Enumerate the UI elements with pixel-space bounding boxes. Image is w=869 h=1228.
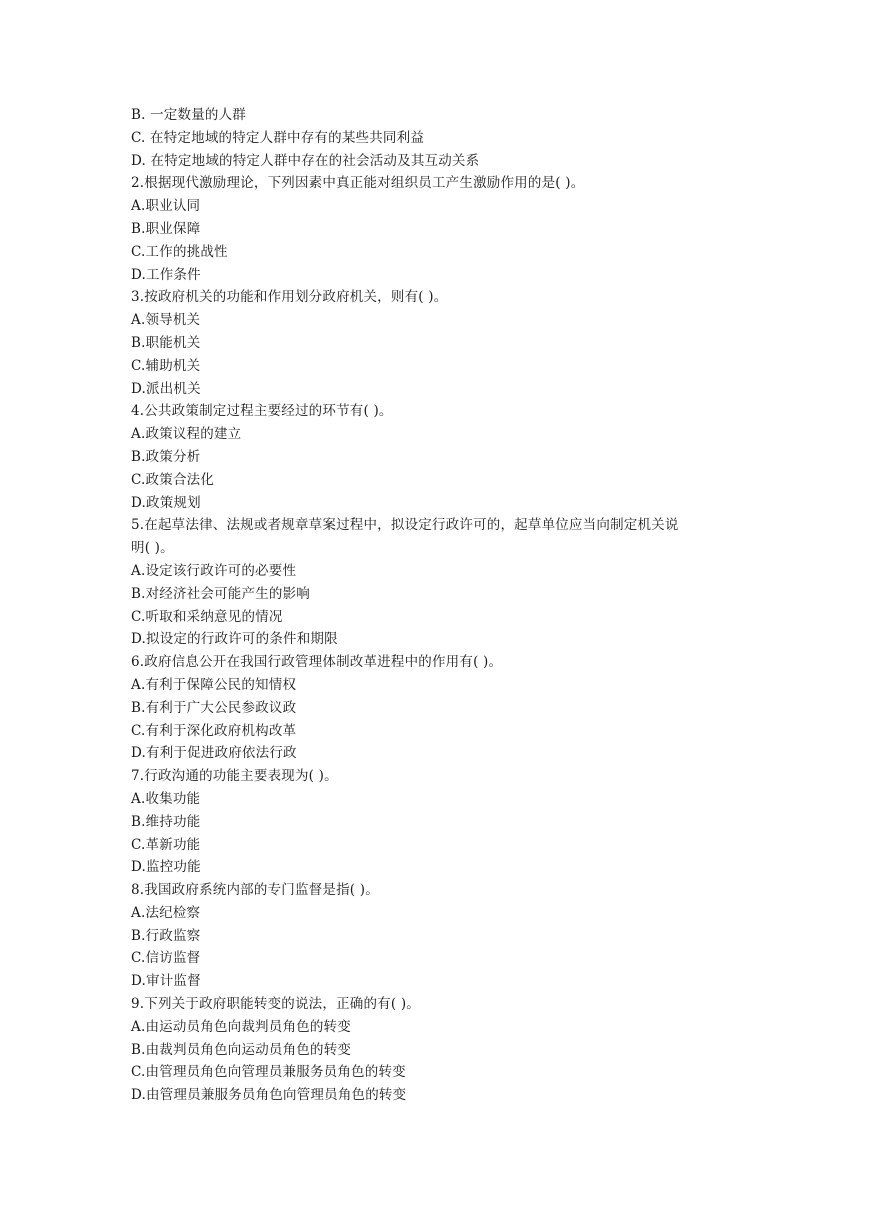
answer-option: B.对经济社会可能产生的影响 <box>131 585 311 602</box>
answer-option: B. 一定数量的人群 <box>131 107 247 123</box>
question-text: 5.在起草法律、法规或者规章草案过程中，拟设定行政许可的，起草单位应当向制定机关说 <box>131 517 679 534</box>
answer-option: A.收集功能 <box>131 790 201 807</box>
answer-option: D. 在特定地域的特定人群中存在的社会活动及其互动关系 <box>131 152 480 169</box>
answer-option: A.法纪检察 <box>131 904 201 921</box>
answer-option: D.派出机关 <box>131 380 201 397</box>
answer-option: A.领导机关 <box>131 312 201 329</box>
answer-option: D.监控功能 <box>131 859 201 876</box>
answer-option: B.维持功能 <box>131 813 201 830</box>
answer-option: A.设定该行政许可的必要性 <box>131 562 297 579</box>
answer-option: 明( )。 <box>131 540 174 557</box>
answer-option: D.由管理员兼服务员角色向管理员角色的转变 <box>131 1087 407 1104</box>
answer-option: C.政策合法化 <box>131 471 215 488</box>
answer-option: B.有利于广大公民参政议政 <box>131 699 297 716</box>
question-text: 9.下列关于政府职能转变的说法，正确的有( )。 <box>131 996 421 1013</box>
answer-option: B.职能机关 <box>131 334 201 351</box>
answer-option: B.行政监察 <box>131 927 201 944</box>
answer-option: A.由运动员角色向裁判员角色的转变 <box>131 1018 351 1035</box>
answer-option: B.职业保障 <box>131 220 201 237</box>
answer-option: B.政策分析 <box>131 448 201 465</box>
question-text: 3.按政府机关的功能和作用划分政府机关，则有( )。 <box>131 289 448 306</box>
answer-option: C.听取和采纳意见的情况 <box>131 608 283 625</box>
question-text: 8.我国政府系统内部的专门监督是指( )。 <box>131 882 379 899</box>
document-body <box>131 104 751 1107</box>
question-text: 4.公共政策制定过程主要经过的环节有( )。 <box>131 403 393 420</box>
question-text: 6.政府信息公开在我国行政管理体制改革进程中的作用有( )。 <box>131 654 503 671</box>
answer-option: C.有利于深化政府机构改革 <box>131 722 297 739</box>
answer-option: C.辅助机关 <box>131 357 201 374</box>
answer-option: D.工作条件 <box>131 266 201 283</box>
answer-option: A.政策议程的建立 <box>131 426 242 443</box>
answer-option: D.审计监督 <box>131 973 201 990</box>
answer-option: D.拟设定的行政许可的条件和期限 <box>131 631 338 648</box>
answer-option: A.职业认同 <box>131 198 201 215</box>
answer-option: A.有利于保障公民的知情权 <box>131 676 297 693</box>
question-text: 2.根据现代激励理论，下列因素中真正能对组织员工产生激励作用的是( )。 <box>131 175 585 192</box>
answer-option: C.革新功能 <box>131 836 201 853</box>
answer-option: C.由管理员角色向管理员兼服务员角色的转变 <box>131 1064 406 1081</box>
answer-option: C. 在特定地域的特定人群中存有的某些共同利益 <box>131 129 425 146</box>
question-text: 7.行政沟通的功能主要表现为( )。 <box>131 768 338 785</box>
answer-option: D.政策规划 <box>131 494 201 511</box>
answer-option: C.工作的挑战性 <box>131 243 228 260</box>
answer-option: D.有利于促进政府依法行政 <box>131 745 297 762</box>
answer-option: C.信访监督 <box>131 950 201 967</box>
answer-option: B.由裁判员角色向运动员角色的转变 <box>131 1041 352 1058</box>
